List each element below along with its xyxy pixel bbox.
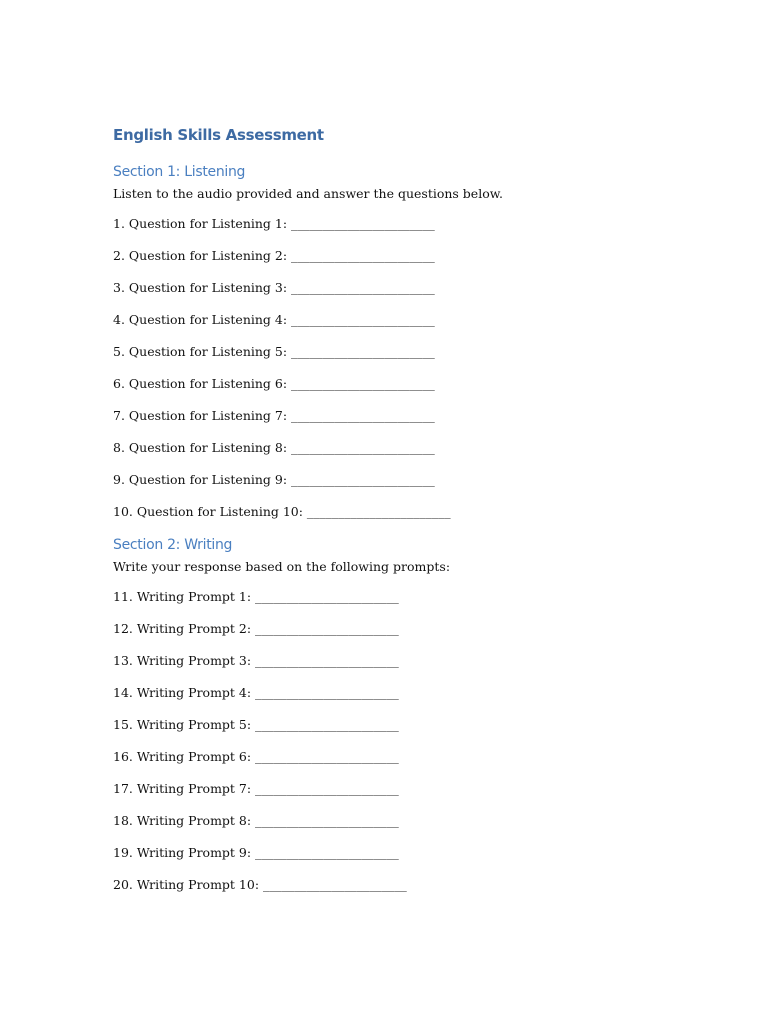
question-item: 9. Question for Listening 9: _______________________ [113,472,435,487]
question-item: 14. Writing Prompt 4: _______________________ [113,685,399,700]
question-item: 6. Question for Listening 6: _______________________ [113,376,435,391]
question-item: 15. Writing Prompt 5: _______________________ [113,717,399,732]
section-writing [113,535,673,908]
question-item: 13. Writing Prompt 3: _______________________ [113,653,399,668]
question-item: 19. Writing Prompt 9: _______________________ [113,845,399,860]
question-item: 17. Writing Prompt 7: _______________________ [113,781,399,796]
section-listening [113,162,673,535]
question-item: 7. Question for Listening 7: _______________________ [113,408,435,423]
question-list-listening [113,215,673,535]
question-item: 4. Question for Listening 4: _______________________ [113,312,435,327]
section-intro-listening: Listen to the audio provided and answer the questions below. [113,186,503,201]
question-item: 8. Question for Listening 8: _______________________ [113,440,435,455]
question-item: 1. Question for Listening 1: _______________________ [113,216,435,231]
question-item: 16. Writing Prompt 6: _______________________ [113,749,399,764]
question-item: 18. Writing Prompt 8: _______________________ [113,813,399,828]
question-item: 2. Question for Listening 2: _______________________ [113,248,435,263]
question-item: 3. Question for Listening 3: _______________________ [113,280,435,295]
question-item: 12. Writing Prompt 2: _______________________ [113,621,399,636]
document-title: English Skills Assessment [113,126,324,144]
question-list-writing [113,588,673,908]
question-item: 10. Question for Listening 10: _______________________ [113,504,451,519]
question-item: 5. Question for Listening 5: _______________________ [113,344,435,359]
section-heading-writing: Section 2: Writing [113,537,233,553]
question-item: 20. Writing Prompt 10: _______________________ [113,877,407,892]
question-item: 11. Writing Prompt 1: _______________________ [113,589,399,604]
section-intro-writing: Write your response based on the following prompts: [113,559,451,574]
section-heading-listening: Section 1: Listening [113,164,246,180]
document-body [113,124,673,908]
